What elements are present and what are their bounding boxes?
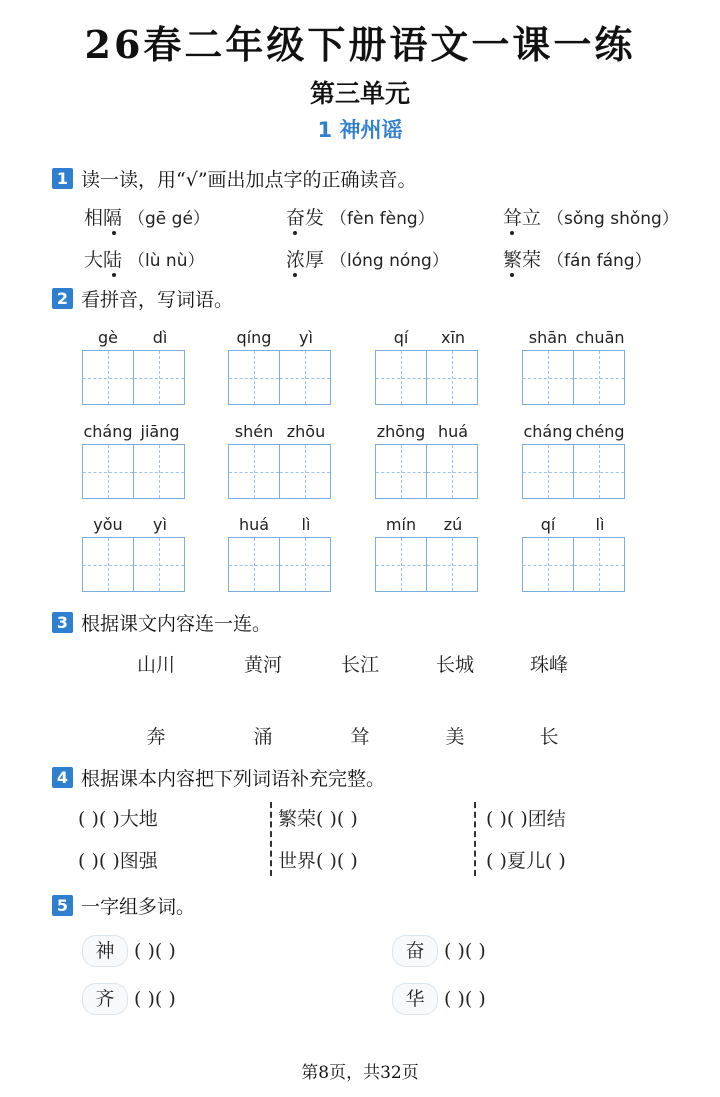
writing-cell[interactable]: gè dì (82, 328, 186, 405)
question-text: 读一读，用“√”画出加点字的正确读音。 (81, 168, 417, 191)
q1-item: 浓厚 （lóng nóng） (286, 245, 455, 272)
match-word-bottom[interactable]: 美 (445, 726, 465, 748)
blank[interactable]: ( )( ) (134, 940, 176, 962)
word-group-item (82, 983, 176, 1015)
fill-in-phrase[interactable]: ( )( )图强 (78, 850, 158, 872)
q1-item: 耸立 （sǒng shǒng） (503, 203, 685, 230)
writing-cell[interactable]: qí xīn (375, 328, 479, 405)
match-word-bottom[interactable]: 奔 (146, 726, 166, 748)
writing-cell[interactable]: zhōng huá (375, 422, 479, 499)
question-2-heading (52, 285, 233, 311)
char-badge: 奋 (392, 935, 438, 967)
question-text: 一字组多词。 (81, 895, 196, 918)
word-group-item (82, 935, 176, 967)
writing-cell[interactable]: mín zú (375, 515, 479, 592)
q1-item: 大陆 （lù nù） (84, 245, 210, 272)
word-group-item (392, 935, 486, 967)
question-4-heading (52, 764, 385, 790)
question-text: 根据课文内容连一连。 (81, 612, 272, 635)
fill-in-phrase[interactable]: 世界( )( ) (278, 850, 358, 872)
question-5-heading (52, 892, 195, 918)
char-badge: 神 (82, 935, 128, 967)
writing-cell[interactable]: qíng yì (228, 328, 332, 405)
unit-title: 第三单元 (309, 79, 410, 108)
question-number: 4 (52, 767, 73, 788)
char-badge: 齐 (82, 983, 128, 1015)
match-word-bottom[interactable]: 长 (539, 726, 559, 748)
writing-cell[interactable]: qí lì (522, 515, 626, 592)
q1-item: 相隔 （gē gé） (84, 203, 216, 230)
lesson-title: 1 神州谣 (317, 118, 403, 142)
match-word-bottom[interactable]: 涌 (253, 726, 273, 748)
fill-in-phrase[interactable]: ( )( )团结 (486, 808, 566, 830)
page-footer: 第8页，共32页 (301, 1063, 419, 1083)
blank[interactable]: ( )( ) (134, 988, 176, 1010)
fill-in-phrase[interactable]: ( )( )大地 (78, 808, 158, 830)
writing-cell[interactable]: cháng chéng (522, 422, 626, 499)
match-word-top[interactable]: 黄河 (243, 654, 282, 676)
word-group-item (392, 983, 486, 1015)
divider (474, 802, 476, 876)
match-word-top[interactable]: 长江 (340, 654, 379, 676)
question-number: 1 (52, 168, 73, 189)
match-word-top[interactable]: 珠峰 (529, 654, 568, 676)
question-number: 5 (52, 895, 73, 916)
char-badge: 华 (392, 983, 438, 1015)
q1-item: 繁荣 （fán fáng） (503, 245, 658, 272)
blank[interactable]: ( )( ) (444, 940, 486, 962)
fill-in-phrase[interactable]: 繁荣( )( ) (278, 808, 358, 830)
question-3-heading (52, 609, 271, 635)
question-number: 3 (52, 612, 73, 633)
question-text: 根据课本内容把下列词语补充完整。 (81, 767, 386, 790)
q1-item: 奋发 （fèn fèng） (286, 203, 441, 230)
writing-cell[interactable]: yǒu yì (82, 515, 186, 592)
match-word-bottom[interactable]: 耸 (350, 726, 370, 748)
writing-cell[interactable]: shén zhōu (228, 422, 332, 499)
writing-cell[interactable]: huá lì (228, 515, 332, 592)
question-1-heading (52, 165, 417, 191)
question-text: 看拼音，写词语。 (81, 288, 234, 311)
match-word-top[interactable]: 山川 (136, 654, 175, 676)
match-word-top[interactable]: 长城 (435, 654, 474, 676)
blank[interactable]: ( )( ) (444, 988, 486, 1010)
page-title: 26春二年级下册语文一课一练 (84, 22, 636, 67)
fill-in-phrase[interactable]: ( )夏儿( ) (486, 850, 566, 872)
writing-cell[interactable]: cháng jiāng (82, 422, 186, 499)
writing-cell[interactable]: shān chuān (522, 328, 626, 405)
divider (270, 802, 272, 876)
question-number: 2 (52, 288, 73, 309)
